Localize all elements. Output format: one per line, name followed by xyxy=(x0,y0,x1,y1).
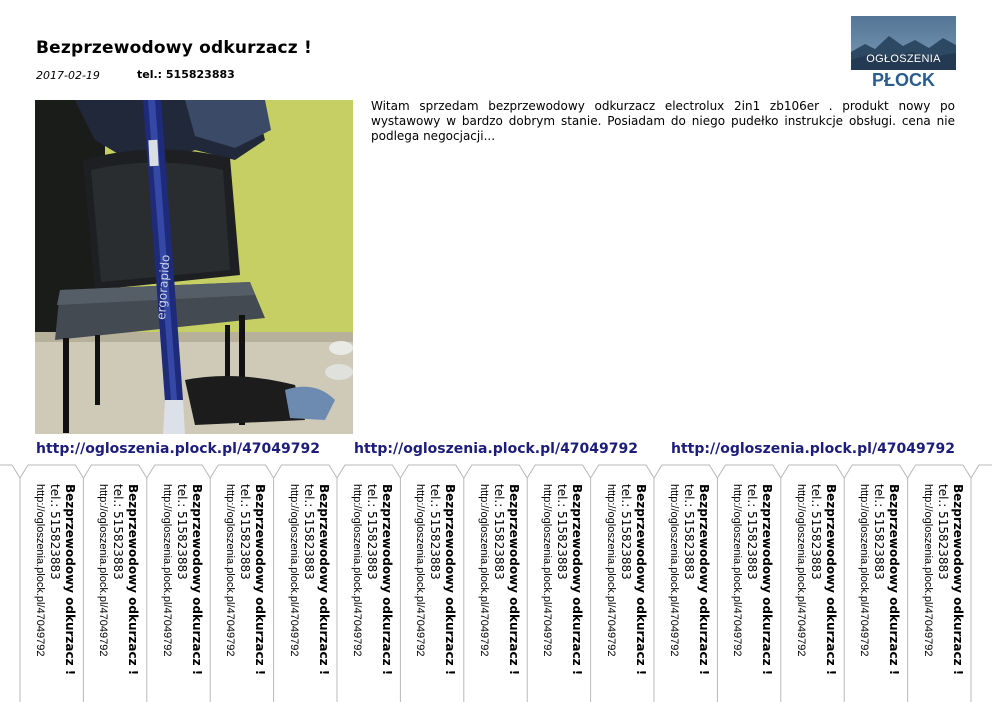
tear-off-phone: tel.: 515823883 xyxy=(808,484,823,580)
tear-off-url: http://ogloszenia.plock.pl/47049792 xyxy=(160,484,173,657)
tear-off-title: Bezprzewodowy odkurzacz ! xyxy=(253,484,268,676)
tear-off-title: Bezprzewodowy odkurzacz ! xyxy=(189,484,204,676)
tear-off-url: http://ogloszenia.plock.pl/47049792 xyxy=(731,484,744,657)
tear-off-title: Bezprzewodowy odkurzacz ! xyxy=(823,484,838,676)
tear-off-tab-text xyxy=(412,484,457,684)
tear-off-tab xyxy=(654,478,717,678)
tear-off-phone: tel.: 515823883 xyxy=(174,484,189,580)
ad-url-link[interactable]: http://ogloszenia.plock.pl/47049792 xyxy=(36,441,320,457)
tear-off-phone: tel.: 515823883 xyxy=(238,484,253,580)
tear-off-phone: tel.: 515823883 xyxy=(935,484,950,580)
ad-phone: tel.: 515823883 xyxy=(137,68,235,81)
tear-off-tab xyxy=(844,478,907,678)
tear-off-tab-text xyxy=(603,484,648,684)
ad-url-link[interactable]: http://ogloszenia.plock.pl/47049792 xyxy=(354,441,638,457)
tear-off-url: http://ogloszenia.plock.pl/47049792 xyxy=(794,484,807,657)
tear-off-title: Bezprzewodowy odkurzacz ! xyxy=(126,484,141,676)
tear-off-tab-text xyxy=(286,484,331,684)
tear-off-tab xyxy=(464,478,527,678)
tear-off-url: http://ogloszenia.plock.pl/47049792 xyxy=(287,484,300,657)
tear-off-tab-text xyxy=(856,484,901,684)
tear-off-phone: tel.: 515823883 xyxy=(555,484,570,580)
tear-off-tab-text xyxy=(349,484,394,684)
tear-off-tab xyxy=(908,478,971,678)
tear-off-phone: tel.: 515823883 xyxy=(682,484,696,580)
logo-city: PŁOCK xyxy=(872,70,935,90)
ad-url-link[interactable]: http://ogloszenia.plock.pl/47049792 xyxy=(671,441,955,457)
tear-off-url: http://ogloszenia.plock.pl/47049792 xyxy=(668,484,680,657)
tear-off-url: http://ogloszenia.plock.pl/47049792 xyxy=(477,484,490,657)
tear-off-tab xyxy=(147,478,210,678)
tear-off-tab xyxy=(337,478,400,678)
tear-off-tab xyxy=(781,478,844,678)
tear-off-url: http://ogloszenia.plock.pl/47049792 xyxy=(921,484,934,657)
tear-off-title: Bezprzewodowy odkurzacz ! xyxy=(506,484,521,676)
tear-off-url: http://ogloszenia.plock.pl/47049792 xyxy=(541,484,554,657)
tear-off-phone: tel.: 515823883 xyxy=(365,484,379,580)
tear-off-tab-text xyxy=(95,484,140,684)
tear-off-tab-text xyxy=(222,484,267,684)
tear-off-url: http://ogloszenia.plock.pl/47049792 xyxy=(97,484,110,657)
tear-off-phone: tel.: 515823883 xyxy=(491,484,506,580)
tear-off-phone: tel.: 515823883 xyxy=(745,484,760,580)
tear-off-tab xyxy=(83,478,146,678)
tear-off-tab-text xyxy=(32,484,77,684)
tear-off-phone: tel.: 515823883 xyxy=(111,484,126,580)
tear-off-phone: tel.: 515823883 xyxy=(428,484,443,580)
tear-off-phone: tel.: 515823883 xyxy=(48,484,62,580)
tear-off-url: http://ogloszenia.plock.pl/47049792 xyxy=(34,484,46,657)
tear-off-url: http://ogloszenia.plock.pl/47049792 xyxy=(414,484,427,657)
tear-off-title: Bezprzewodowy odkurzacz ! xyxy=(380,484,394,676)
ad-date: 2017-02-19 xyxy=(36,69,100,82)
tear-off-tab-text xyxy=(666,484,711,684)
ad-title: Bezprzewodowy odkurzacz ! xyxy=(36,38,312,58)
tear-off-url: http://ogloszenia.plock.pl/47049792 xyxy=(224,484,237,657)
tear-off-title: Bezprzewodowy odkurzacz ! xyxy=(760,484,775,676)
tear-off-tab xyxy=(717,478,780,678)
tear-off-tab xyxy=(20,478,83,678)
tear-off-tab-text xyxy=(539,484,584,684)
tear-off-title: Bezprzewodowy odkurzacz ! xyxy=(950,484,965,676)
tear-off-title: Bezprzewodowy odkurzacz ! xyxy=(63,484,77,676)
tear-off-tab xyxy=(591,478,654,678)
tear-off-title: Bezprzewodowy odkurzacz ! xyxy=(443,484,458,676)
tear-off-tab-text xyxy=(920,484,965,684)
tear-off-tab xyxy=(274,478,337,678)
tear-off-url: http://ogloszenia.plock.pl/47049792 xyxy=(858,484,871,657)
tear-off-tab-text xyxy=(476,484,521,684)
tear-off-phone: tel.: 515823883 xyxy=(872,484,887,580)
tear-off-title: Bezprzewodowy odkurzacz ! xyxy=(633,484,648,676)
tear-off-zigzag xyxy=(0,465,992,478)
tear-off-tab xyxy=(400,478,463,678)
ad-description: Witam sprzedam bezprzewodowy odkurzacz electrolux 2in1 zb106er . produkt nowy po wystawowy w bardzo dobrym stanie. Posiadam do niego pudełko instrukcje obsługi. cena nie podlega negocjacji... xyxy=(371,99,955,143)
tear-off-phone: tel.: 515823883 xyxy=(301,484,316,580)
tear-off-title: Bezprzewodowy odkurzacz ! xyxy=(697,484,711,676)
tear-off-title: Bezprzewodowy odkurzacz ! xyxy=(887,484,902,676)
tear-off-tab-text xyxy=(159,484,204,684)
tear-off-tab xyxy=(210,478,273,678)
tear-off-tab xyxy=(527,478,590,678)
tear-off-title: Bezprzewodowy odkurzacz ! xyxy=(570,484,585,676)
tear-off-tab-text xyxy=(793,484,838,684)
tear-off-tab-text xyxy=(729,484,774,684)
tear-off-title: Bezprzewodowy odkurzacz ! xyxy=(316,484,331,676)
logo-word: OGŁOSZENIA xyxy=(866,53,941,65)
tear-off-url: http://ogloszenia.plock.pl/47049792 xyxy=(351,484,363,657)
svg-text:ergorapido: ergorapido xyxy=(154,254,173,321)
tear-off-phone: tel.: 515823883 xyxy=(618,484,633,580)
tear-off-url: http://ogloszenia.plock.pl/47049792 xyxy=(604,484,617,657)
